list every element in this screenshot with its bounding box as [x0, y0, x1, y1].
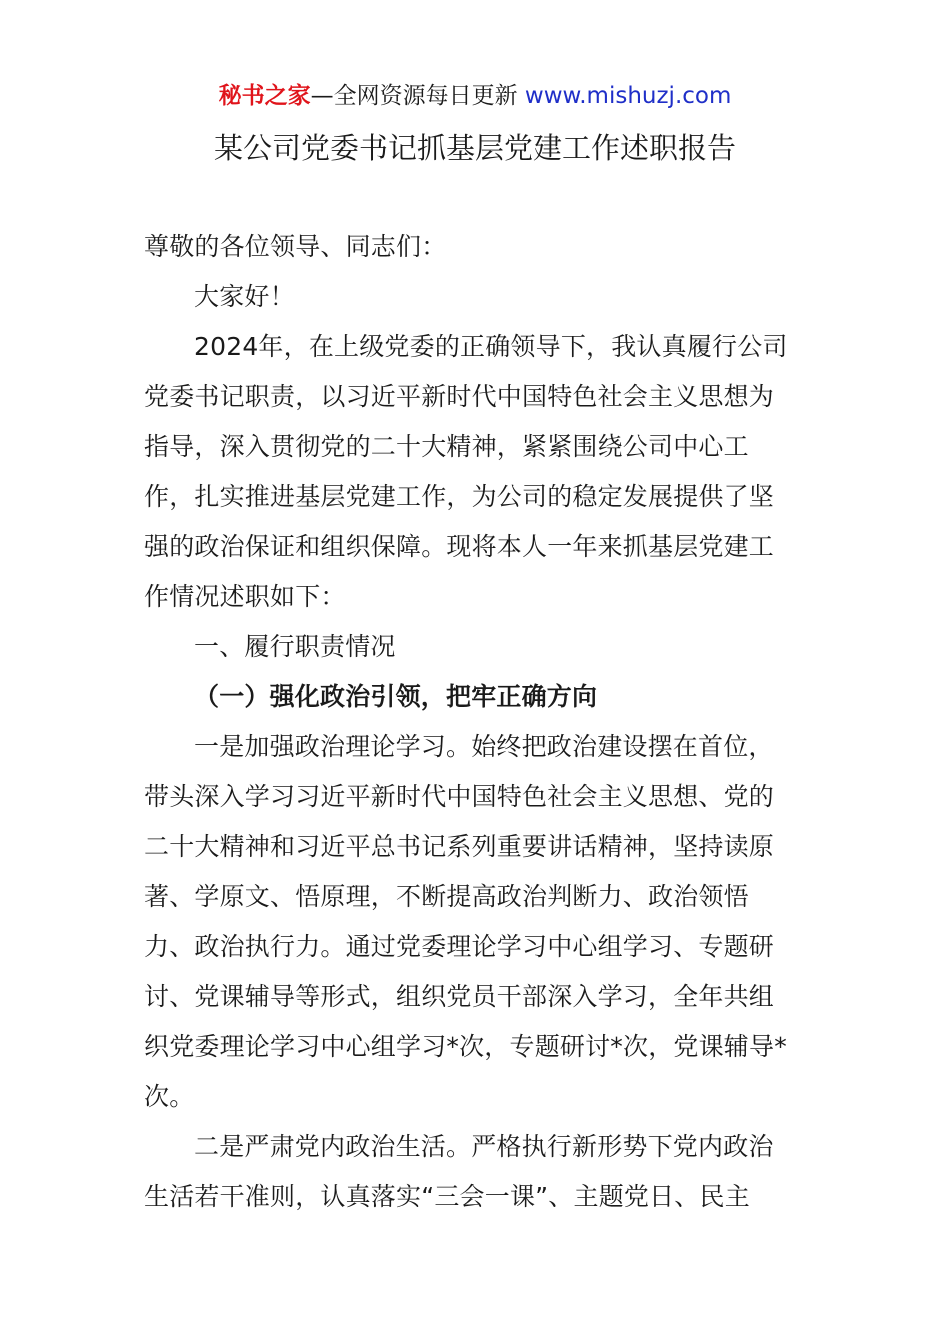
text-line: 次。	[144, 1082, 195, 1111]
text-line: 生活若干准则，认真落实“三会一课”、主题党日、民主	[144, 1182, 750, 1211]
text-line: 二十大精神和习近平总书记系列重要讲话精神，坚持读原	[144, 832, 775, 861]
text-line: 力、政治执行力。通过党委理论学习中心组学习、专题研	[144, 932, 775, 961]
text-line: 讨、党课辅导等形式，组织党员干部深入学习，全年共组	[144, 982, 775, 1011]
text-line: 作，扎实推进基层党建工作，为公司的稳定发展提供了坚	[144, 482, 775, 511]
text-line: 尊敬的各位领导、同志们：	[144, 232, 447, 261]
text-line: 一是加强政治理论学习。始终把政治建设摆在首位，	[194, 732, 774, 761]
section-heading: （一）强化政治引领，把牢正确方向	[194, 682, 598, 711]
text-line: 带头深入学习习近平新时代中国特色社会主义思想、党的	[144, 782, 775, 811]
text-line: 指导，深入贯彻党的二十大精神，紧紧围绕公司中心工	[144, 432, 749, 461]
site-banner	[0, 80, 950, 112]
text-line: 大家好！	[194, 282, 295, 311]
banner-brand: 秘书之家	[218, 83, 311, 109]
text-line: 织党委理论学习中心组学习*次，专题研讨*次，党课辅导*	[144, 1032, 787, 1061]
text-line: 2024年，在上级党委的正确领导下，我认真履行公司	[194, 332, 788, 361]
text-line: 一、履行职责情况	[194, 632, 396, 661]
text-line: 二是严肃党内政治生活。严格执行新形势下党内政治	[194, 1132, 774, 1161]
document-title: 某公司党委书记抓基层党建工作述职报告	[213, 131, 736, 165]
document-body	[144, 222, 810, 1222]
banner-tagline: —全网资源每日更新	[310, 83, 518, 109]
text-line: 党委书记职责，以习近平新时代中国特色社会主义思想为	[144, 382, 775, 411]
text-line: 作情况述职如下：	[144, 582, 346, 611]
banner-site-link[interactable]: www.mishuzj.com	[517, 83, 732, 109]
text-line: 强的政治保证和组织保障。现将本人一年来抓基层党建工	[144, 532, 775, 561]
text-line: 著、学原文、悟原理，不断提高政治判断力、政治领悟	[144, 882, 749, 911]
